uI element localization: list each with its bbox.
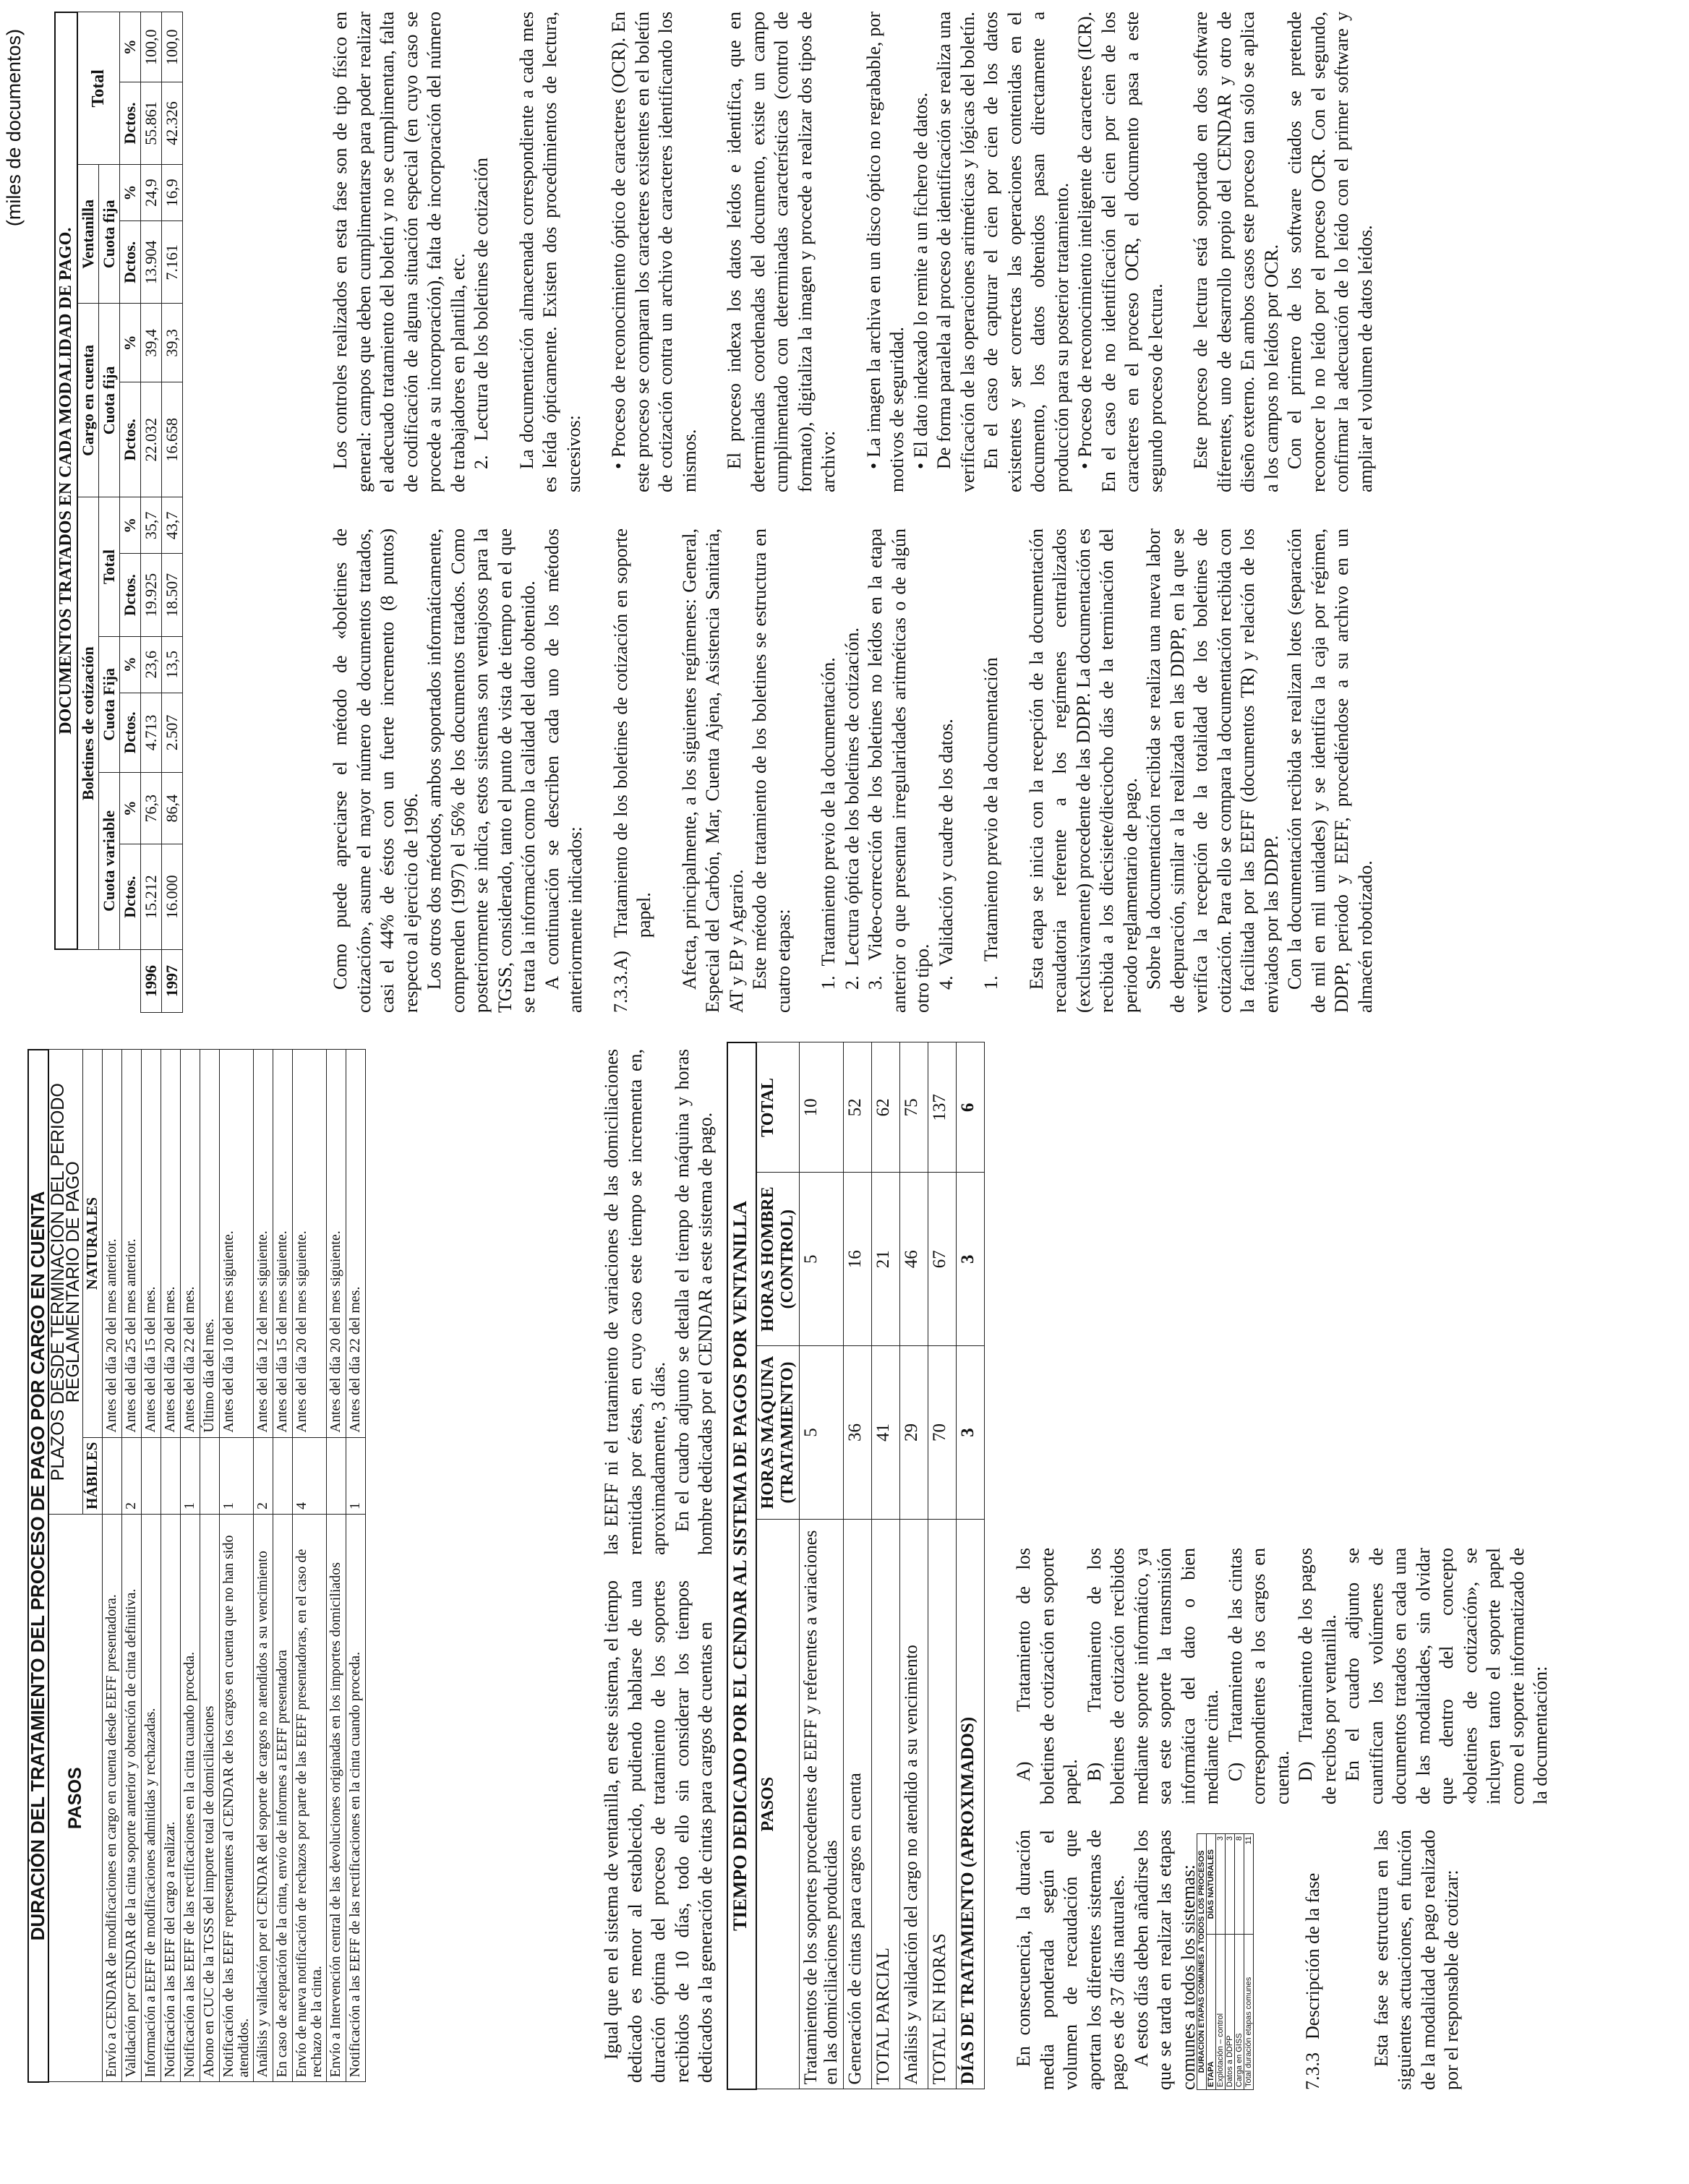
paragraph: La documentación almacenada correspondiente a cada mes es leída ópticamente. Existen dos procedimientos de lectura, sucesivos: (516, 12, 584, 492)
subheading: 2. Lectura de los boletines de cotización (471, 157, 492, 469)
cell-paso: Notificación a las EEFF del cargo a realizar. (161, 1515, 181, 2082)
cell-habiles (142, 1437, 161, 1514)
cell-naturales: Antes del día 22 del mes. (181, 1050, 200, 1437)
col-header-ventanilla: Ventanilla (77, 165, 99, 304)
cell-dias: 3 (1226, 1834, 1235, 1935)
cell-naturales: Antes del día 22 del mes. (346, 1050, 366, 1437)
table-row (1216, 1834, 1226, 2090)
cell-horas-hombre: 21 (872, 1173, 900, 1346)
table-ventanilla (727, 1042, 985, 2090)
cell-habiles: 2 (122, 1437, 142, 1514)
cell-total: 62 (872, 1042, 900, 1173)
cell-habiles (327, 1437, 346, 1514)
table-title: DURACIÓN ETAPAS COMUNES A TODOS LOS PROCESOS (1197, 1834, 1207, 2090)
list-item: • Proceso de reconocimiento inteligente de caracteres (ICR). En el caso de no identificación del cien por cien de los caracteres en el proceso OCR, el documento pasa a este segundo proceso de lectura. (1074, 12, 1166, 492)
cell-naturales: Antes del día 15 del mes siguiente. (273, 1050, 293, 1437)
table-row (273, 1050, 293, 2082)
cell-value: 39,4 (141, 304, 162, 382)
col-header-pasos: PASOS (756, 1519, 800, 2089)
list-item: A) Tratamiento de los boletines de cotización en soporte papel. (1013, 1548, 1081, 1804)
paragraph: A continuación se describen cada uno de los métodos anteriormente indicados: (541, 528, 586, 1013)
cell-horas-maquina: 36 (844, 1346, 872, 1520)
text-col-6 (329, 12, 1377, 492)
text-col-left-a (600, 1580, 718, 2083)
table-title: TIEMPO DEDICADO POR EL CENDAR AL SISTEMA DE PAGOS POR VENTANILLA (727, 1042, 756, 2089)
table-row (161, 1050, 181, 2082)
cell-habiles: 1 (346, 1437, 366, 1514)
list-item: 3. Video-corrección de los boletines no leídos en la etapa anterior o que presentan irregularidades aritméticas o de algún otro tipo. (865, 528, 933, 1013)
cell-value: 4.713 (141, 693, 162, 772)
cell-year: 1996 (141, 949, 162, 1012)
col-header-pct: % (120, 773, 141, 844)
cell-dias: 3 (1216, 1834, 1226, 1935)
cell-dias: 11 (1244, 1834, 1254, 1935)
col-header-dctos: Dctos. (120, 221, 141, 304)
cell-horas-maquina: 70 (928, 1346, 957, 1520)
cell-horas-maquina: 3 (957, 1346, 985, 1520)
paragraph: De forma paralela al proceso de identificación se realiza una verificación de las operaciones aritméticas y lógicas del boletín. (933, 12, 978, 492)
unit-note: (miles de documentos) (3, 29, 25, 227)
col-header-dctos: Dctos. (120, 382, 141, 497)
table-row (181, 1050, 200, 2082)
cell-paso: TOTAL PARCIAL (872, 1519, 900, 2089)
cell-value: 76,3 (141, 773, 162, 844)
text-col-5 (329, 528, 1377, 1013)
cell-etapa: Carga en GISS (1235, 1935, 1244, 2090)
cell-total: 52 (844, 1042, 872, 1173)
cell-total: 10 (800, 1042, 844, 1173)
cell-value: 16.658 (162, 382, 183, 497)
table-row (872, 1042, 900, 2089)
paragraph: A estos días deben añadirse los que se tarda en realizar las etapas comunes a todos los sistemas: (1130, 1830, 1199, 2090)
table-row (1235, 1834, 1244, 2090)
paragraph: En el cuadro adjunto se cuantifican los volúmenes de documentos tratados en cada una de las modalidades, sin olvidar que dentro del concepto «boletines de cotización», se incluyen tanto el soporte papel como el soporte informatizado de la documentación: (1342, 1548, 1551, 1804)
col-header-dctos: Dctos. (120, 693, 141, 772)
cell-total: 137 (928, 1042, 957, 1173)
cell-value: 13.904 (141, 221, 162, 304)
col-header-dias: DÍAS NATURALES (1207, 1834, 1216, 1935)
col-header-dctos: Dctos. (120, 82, 141, 164)
cell-value: 2.507 (162, 693, 183, 772)
table-documentos-tratados (54, 12, 183, 1013)
cell-naturales: Antes del día 20 del mes. (161, 1050, 181, 1437)
table-row (162, 12, 183, 1013)
cell-paso: Abono en CUC de la TGSS del importe total de domiciliaciones (200, 1515, 220, 2082)
paragraph: Los controles realizados en esta fase son de tipo físico en general: campos que deben cumplimentarse para poder realizar el adecuado tratamiento del boletín y no se cumplimentan, falta de codificación de alguna situación especial (en cuyo caso se procede a su incorporación), falta de incorporación del número de trabajadores en plantilla, etc. (330, 12, 469, 492)
cell-value: 18.507 (162, 554, 183, 636)
cell-dias: 8 (1235, 1834, 1244, 1935)
paragraph: Como puede apreciarse el método de «boletines de cotización», asume el mayor número de documentos tratados, casi el 44% de éstos con un fuerte incremento (8 puntos) respecto al ejercicio de 1996. (330, 528, 422, 1013)
cell-naturales: Antes del día 20 del mes anterior. (103, 1050, 122, 1437)
table-row (141, 12, 162, 1013)
cell-paso: Notificación a las EEFF de las rectificaciones en la cinta cuando proceda. (181, 1515, 200, 2082)
table-row (200, 1050, 220, 2082)
cell-value: 55.861 (141, 82, 162, 164)
col-header-fija: Cuota Fija (99, 636, 120, 772)
col-header-pct: % (120, 636, 141, 693)
table-title: DURACIÓN DEL TRATAMIENTO DEL PROCESO DE PAGO POR CARGO EN CUENTA (28, 1050, 48, 2082)
col-header-pct: % (120, 304, 141, 382)
paragraph: El proceso indexa los datos leídos e identifica, que en determinadas coordenadas del documento, existe un campo cumplimentado con determinadas características (control de formato), digitaliza la imagen y procede a realizar dos tipos de archivo: (724, 12, 839, 492)
list-item: • Proceso de reconocimiento óptico de caracteres (OCR). En este proceso se comparan los caracteres existentes en el boletín de cotización contra un archivo de caracteres identificando los mismos. (608, 12, 700, 492)
cell-value: 86,4 (162, 773, 183, 844)
cell-value: 100,0 (162, 12, 183, 82)
text-col-3 (1012, 1830, 1200, 2090)
table-row (103, 1050, 122, 2082)
section-title: Descripción de la fase (1302, 1872, 1323, 2039)
table-row (346, 1050, 366, 2082)
paragraph: Este proceso de lectura está soportado en dos software diferentes, uno de desarrollo propio del CENDAR y otro de diseño externo. En ambos casos este proceso tan sólo se aplica a los campos no leídos por OCR. (1190, 12, 1282, 492)
cell-horas-maquina: 5 (800, 1346, 844, 1520)
cell-paso: Notificación de las EEFF representantes al CENDAR de los cargos en cuenta que no han sido atendidos. (220, 1515, 254, 2082)
paragraph: Esta etapa se inicia con la recepción de la documentación recaudatoria referente a los regímenes centralizados (exclusivamente) procedente de las DDPP. La documentación es recibida a los diecisiete/dieciocho días de la terminación del periodo reglamentario de pago. (1025, 528, 1141, 1013)
table-cargo-en-cuenta (27, 1049, 366, 2083)
cell-value: 16,9 (162, 165, 183, 221)
cell-etapa: Datos a DDPP (1226, 1935, 1235, 2090)
cell-year: 1997 (162, 949, 183, 1012)
cell-horas-hombre: 16 (844, 1173, 872, 1346)
cell-habiles (161, 1437, 181, 1514)
list-item: B) Tratamiento de los boletines de cotización recibidos mediante soporte informático, ya sea este soporte la transmisión informática del dato o bien mediante cinta. (1083, 1548, 1222, 1804)
section-number: 7.3.3.A) (610, 951, 631, 1013)
cell-habiles: 1 (220, 1437, 254, 1514)
table-row (254, 1050, 273, 2082)
paragraph: En el cuadro adjunto se detalla el tiempo de máquina y horas hombre dedicadas por el CENDAR a este sistema de pago. (671, 1049, 716, 1555)
cell-value: 23,6 (141, 636, 162, 693)
paragraph: Con la documentación recibida se realizan lotes (separación de mil en mil unidades) y se identifica la caja por régimen, DDPP, periodo y EEFF, procediéndose a su archivo en un almacén robotizado. (1284, 528, 1376, 1013)
cell-horas-maquina: 29 (900, 1346, 928, 1520)
table-title: DOCUMENTOS TRATADOS EN CADA MODALIDAD DE PAGO. (55, 12, 77, 949)
text-col-left-b (600, 1049, 718, 1555)
list-item: C) Tratamiento de las cintas correspondientes a los cargos en cuenta. (1224, 1548, 1293, 1804)
col-header-cfija: Cuota fija (99, 304, 120, 497)
cell-value: 16.000 (162, 844, 183, 949)
cell-paso: Envío de nueva notificación de rechazos por parte de las EEFF presentadoras, en el caso de rechazo de la cinta. (293, 1515, 327, 2082)
col-header-pct: % (120, 497, 141, 554)
cell-horas-hombre: 5 (800, 1173, 844, 1346)
list-item: 2. Lectura óptica de los boletines de cotización. (841, 627, 863, 990)
col-header-boletines: Boletines de cotización (77, 497, 99, 950)
col-header-pasos: PASOS (48, 1515, 103, 2082)
cell-habiles (273, 1437, 293, 1514)
col-header-variable: Cuota variable (99, 773, 120, 950)
col-header-dctos: Dctos. (120, 844, 141, 949)
cell-naturales: Antes del día 10 del mes siguiente. (220, 1050, 254, 1437)
cell-habiles (200, 1437, 220, 1514)
cell-value: 35,7 (141, 497, 162, 554)
table-row (220, 1050, 254, 2082)
cell-etapa: Explotación – control (1216, 1935, 1226, 2090)
cell-total: 6 (957, 1042, 985, 1173)
table-row (293, 1050, 327, 2082)
cell-paso: En caso de aceptación de la cinta, envío de informes a EEFF presentadora (273, 1515, 293, 2082)
cell-naturales: Antes del día 20 del mes siguiente. (327, 1050, 346, 1437)
section-heading (610, 528, 657, 1013)
col-header-dctos: Dctos. (120, 554, 141, 636)
paragraph: Sobre la documentación recibida se realiza una nueva labor de depuración, similar a la realizada en las DDPP, en la que se verifica la recepción de la totalidad de los boletines de cotización. Para ello se compara la documentación recibida con la facilitada por las EEFF (documentos TR) y relación de los enviados por las DDPP. (1143, 528, 1282, 1013)
list-item: • El dato indexado lo remite a un fichero de datos. (910, 93, 931, 469)
cell-value: 15.212 (141, 844, 162, 949)
table-etapas-comunes (1197, 1833, 1254, 2090)
table-row (928, 1042, 957, 2089)
col-header-habiles: HÁBILES (83, 1437, 103, 1514)
paragraph: las EEFF ni el tratamiento de variaciones de las domiciliaciones remitidas por éstas, en cuyo caso este tiempo se incrementa en, aproximadamente, 3 días. (601, 1049, 669, 1555)
cell-total: 75 (900, 1042, 928, 1173)
table-row (800, 1042, 844, 2089)
text-col-4 (1012, 1548, 1553, 1804)
table-row (900, 1042, 928, 2089)
paragraph: Afecta, principalmente, a los siguientes regímenes: General, Especial del Carbón, Mar, Cuenta Ajena, Asistencia Sanitaria, AT y EP y Agrario. (678, 528, 747, 1013)
cell-value: 19.925 (141, 554, 162, 636)
table-row (122, 1050, 142, 2082)
cell-paso: Notificación a las EEFF de las rectificaciones en la cinta cuando proceda. (346, 1515, 366, 2082)
cell-horas-maquina: 41 (872, 1346, 900, 1520)
list-item: 1. Tratamiento previo de la documentación. (818, 657, 839, 990)
col-header-total: TOTAL (756, 1042, 800, 1173)
table-row (142, 1050, 161, 2082)
col-header-vfija: Cuota fija (99, 165, 120, 304)
subheading: 1. Tratamiento previo de la documentación (980, 657, 1001, 990)
list-item: D) Tratamiento de los pagos de recibos por ventanilla. (1295, 1548, 1340, 1804)
cell-naturales: Antes del día 15 del mes. (142, 1050, 161, 1437)
cell-value: 43,7 (162, 497, 183, 554)
cell-horas-hombre: 46 (900, 1173, 928, 1346)
cell-habiles: 2 (254, 1437, 273, 1514)
cell-value: 7.161 (162, 221, 183, 304)
table-row (1226, 1834, 1235, 2090)
table-row (327, 1050, 346, 2082)
cell-value: 39,3 (162, 304, 183, 382)
cell-naturales: Último día del mes. (200, 1050, 220, 1437)
col-header-hombre: HORAS HOMBRE (CONTROL) (756, 1173, 800, 1346)
col-header-maquina: HORAS MÁQUINA (TRATAMIENTO) (756, 1346, 800, 1520)
section-heading (1301, 1830, 1325, 2090)
paragraph: En el caso de capturar el cien por cien de los datos existentes y ser correctas las operaciones contenidas en el documento, los datos obtenidos pasan directamente a producción para su posterior tratamiento. (980, 12, 1072, 492)
cell-paso: Validación por CENDAR de la cinta soporte anterior y obtención de cinta definitiva. (122, 1515, 142, 2082)
cell-value: 100,0 (141, 12, 162, 82)
col-header-etapa: ETAPA (1207, 1935, 1216, 2090)
table-row (844, 1042, 872, 2089)
cell-paso: Envío a Intervención central de las devoluciones originadas en los importes domiciliados (327, 1515, 346, 2082)
list-item: 4. Validación y cuadre de los datos. (935, 719, 957, 990)
cell-horas-hombre: 67 (928, 1173, 957, 1346)
cell-habiles: 4 (293, 1437, 327, 1514)
col-header-plazos: PLAZOS DESDE TERMINACIÓN DEL PERIODO REGLAMENTARIO DE PAGO (48, 1050, 83, 1515)
col-header-pct: % (120, 12, 141, 82)
cell-naturales: Antes del día 20 del mes siguiente. (293, 1050, 327, 1437)
cell-paso: Análisis y validación del cargo no atendido a su vencimiento (900, 1519, 928, 2089)
cell-paso: Información a EEFF de modificaciones admitidas y rechazadas. (142, 1515, 161, 2082)
paragraph: En consecuencia, la duración media ponderada según el volumen de recaudación que aportan los diferentes sistemas de pago es de 37 días naturales. (1013, 1830, 1128, 2090)
paragraph: Esta fase se estructura en las siguientes actuaciones, en función de la modalidad de pago realizado por el responsable de cotizar: (1370, 1830, 1462, 2090)
cell-paso: Análisis y validación por el CENDAR del soporte de cargos no atendidos a su vencimiento (254, 1515, 273, 2082)
col-header-pct: % (120, 165, 141, 221)
cell-habiles: 1 (181, 1437, 200, 1514)
paragraph: Con el primero de los software citados se pretende reconocer lo no leído por el proceso OCR. Con el segundo, confirmar la adecuación de lo leído con el primer software y ampliar el volumen de datos leídos. (1284, 12, 1376, 492)
section-number: 7.3.3 (1302, 2052, 1323, 2090)
cell-value: 13,5 (162, 636, 183, 693)
list-item: • La imagen la archiva en un disco óptico no regrabable, por motivos de seguridad. (863, 12, 907, 492)
cell-habiles (103, 1437, 122, 1514)
table-row (1244, 1834, 1254, 2090)
col-header-naturales: NATURALES (83, 1050, 103, 1437)
cell-paso: TOTAL EN HORAS (928, 1519, 957, 2089)
cell-paso: Tratamientos de los soportes procedentes de EEFF y referentes a variaciones en las domiciliaciones producidas (800, 1519, 844, 2089)
cell-etapa: Total duración etapas comunes (1244, 1935, 1254, 2090)
cell-naturales: Antes del día 25 del mes anterior. (122, 1050, 142, 1437)
col-header-cargo: Cargo en cuenta (77, 304, 99, 497)
cell-paso: DÍAS DE TRATAMIENTO (APROXIMADOS) (957, 1519, 985, 2089)
col-header-total: Total (77, 12, 120, 165)
cell-value: 22.032 (141, 382, 162, 497)
paragraph: Este método de tratamiento de los boletines se estructura en cuatro etapas: (749, 528, 794, 1013)
table-row (957, 1042, 985, 2089)
cell-naturales: Antes del día 12 del mes siguiente. (254, 1050, 273, 1437)
cell-horas-hombre: 3 (957, 1173, 985, 1346)
cell-value: 42.326 (162, 82, 183, 164)
paragraph: Los otros dos métodos, ambos soportados informáticamente, comprenden (1997) el 56% de los documentos tratados. Como posteriormente se indica, estos sistemas son ventajosos para la TGSS, considerado, tanto el punto de vista de tiempo en el que se trata la información como la calidad del dato obtenido. (424, 528, 539, 1013)
paragraph: Igual que en el sistema de ventanilla, en este sistema, el tiempo dedicado es menor al establecido, pudiendo hablarse de una duración óptima del proceso de tratamiento de los soportes recibidos de 10 días, todo ello sin considerar los tiempos dedicados a la generación de cintas para cargos de cuentas en (601, 1580, 716, 2083)
section-title: Tratamiento de los boletines de cotización en soporte papel. (610, 528, 654, 938)
section-7-3-3 (1301, 1830, 1464, 2090)
cell-paso: Envío a CENDAR de modificaciones en cargo en cuenta desde EEFF presentadora. (103, 1515, 122, 2082)
cell-paso: Generación de cintas para cargos en cuenta (844, 1519, 872, 2089)
cell-value: 24,9 (141, 165, 162, 221)
col-header-btotal: Total (99, 497, 120, 636)
